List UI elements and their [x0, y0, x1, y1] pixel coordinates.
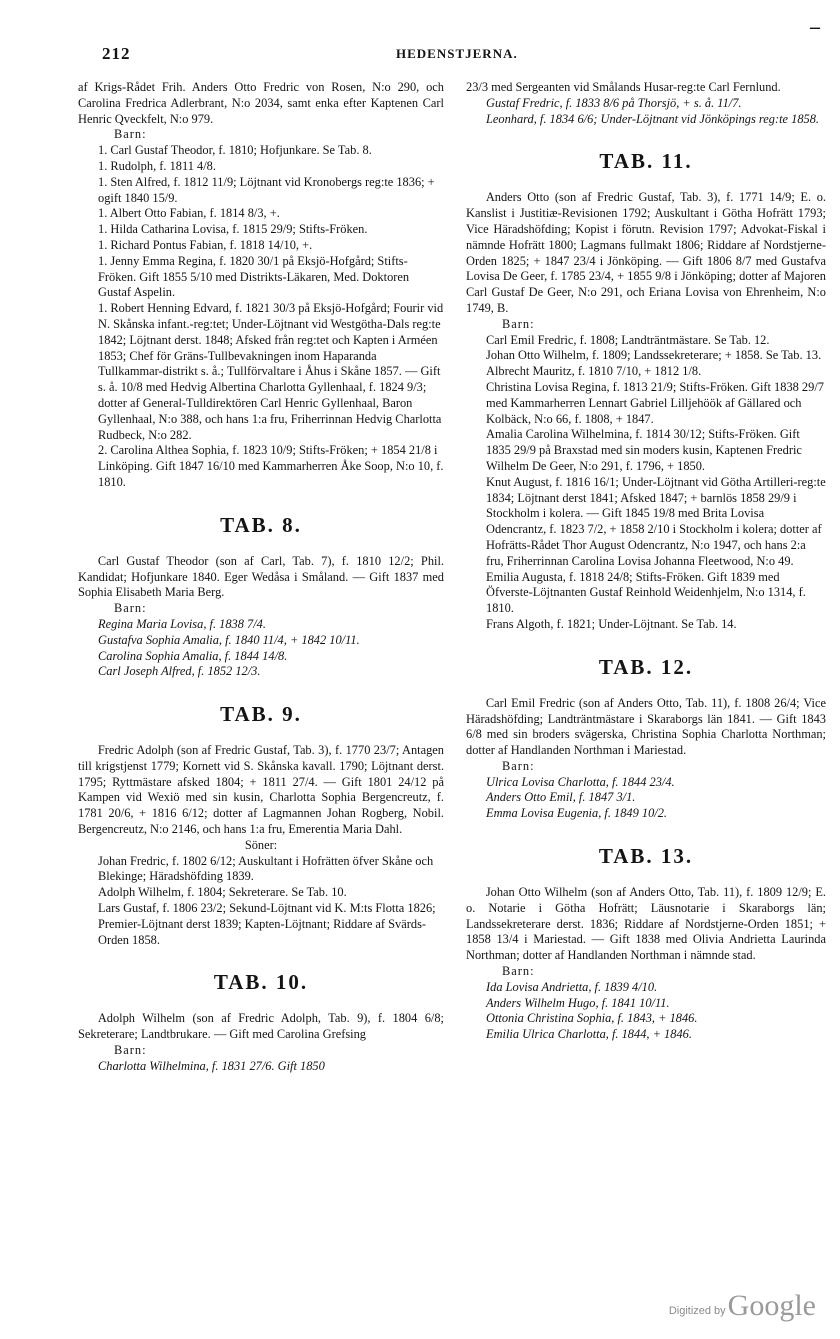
child-entry: 1. Jenny Emma Regina, f. 1820 30/1 på Eksjö-Hofgård; Stifts-Fröken. Gift 1855 5/10 med Distrikts-Läkaren, Med. Doktoren Gustaf Aspelin. [98, 253, 410, 300]
watermark-prefix: Digitized by [668, 1305, 726, 1317]
barn-label: Barn: [502, 758, 535, 773]
child-entry: Albrecht Mauritz, f. 1810 7/10, + 1812 1/8. [486, 364, 702, 379]
child-entry: Frans Algoth, f. 1821; Under-Löjtnant. Se Tab. 14. [486, 616, 737, 631]
google-logo: Google [727, 1289, 816, 1322]
child-entry: Ottonia Christina Sophia, f. 1843, + 1846. [486, 1011, 698, 1026]
child-entry: Ulrica Lovisa Charlotta, f. 1844 23/4. [486, 774, 675, 789]
child-entry: Leonhard, f. 1834 6/6; Under-Löjtnant vid Jönköpings reg:te 1858. [486, 111, 820, 126]
child-entry: Lars Gustaf, f. 1806 23/2; Sekund-Löjtnant vid K. M:ts Flotta 1826; Premier-Löjtnant derst 1839; Kapten-Löjtnant; Riddare af Svärds-Orden 1858. [98, 901, 436, 947]
child-entry: Carl Joseph Alfred, f. 1852 12/3. [98, 664, 261, 679]
barn-label: Barn: [114, 601, 147, 616]
child-entry: 1. Rudolph, f. 1811 4/8. [98, 158, 216, 173]
page-header [0, 16, 840, 64]
tab13-text: Johan Otto Wilhelm (son af Anders Otto, Tab. 11), f. 1809 12/9; E. o. Notarie i Götha Hofrätt; Läusnotarie i Skaraborgs län; Landssekreterare derst. 1836; Riddare af Nordstjerne-Orden 1851; + 1858 13/4 i Mariestad. — Gift 1838 med Olivia Andrietta Laurinda Northman; dotter af Handlanden Northman i nämnde stad. [466, 885, 826, 963]
child-entry: Johan Otto Wilhelm, f. 1809; Landssekreterare; + 1858. Se Tab. 13. [486, 348, 822, 363]
barn-label: Barn: [114, 127, 147, 142]
tab11-heading: TAB. 11. [599, 149, 693, 174]
barn-label: Barn: [502, 964, 535, 979]
child-entry: 1. Hilda Catharina Lovisa, f. 1815 29/9; Stifts-Fröken. [98, 222, 368, 237]
child-entry: Emilia Ulrica Charlotta, f. 1844, + 1846. [486, 1027, 692, 1042]
child-entry: Anders Wilhelm Hugo, f. 1841 10/11. [486, 995, 670, 1010]
tab9-heading: TAB. 9. [220, 702, 302, 727]
continuation-text: 23/3 med Sergeanten vid Smålands Husar-reg:te Carl Fernlund. [466, 80, 781, 94]
child-entry: Adolph Wilhelm, f. 1804; Sekreterare. Se Tab. 10. [98, 885, 347, 900]
corner-mark: – [810, 16, 820, 38]
barn-label: Barn: [502, 316, 535, 331]
child-entry: Christina Lovisa Regina, f. 1813 21/9; Stifts-Fröken. Gift 1838 29/7 med Kammarherren Lennart Gabriel Lilljehöök af Gällared och Kolbäck, N:o 66, f. 1808, + 1847. [486, 379, 824, 426]
child-entry: Amalia Carolina Wilhelmina, f. 1814 30/12; Stifts-Fröken. Gift 1835 29/9 på Braxstad med sin moders kusin, Kaptenen Fredric Wilhelm De Geer, N:o 291, f. 1796, + 1850. [486, 427, 802, 473]
child-entry: 1. Sten Alfred, f. 1812 11/9; Löjtnant vid Kronobergs reg:te 1836; + ogift 1840 15/9. [98, 174, 435, 205]
child-entry: Carolina Sophia Amalia, f. 1844 14/8. [98, 648, 288, 663]
child-entry: 1. Robert Henning Edvard, f. 1821 30/3 på Eksjö-Hofgård; Fourir vid N. Skånska infant.-reg:tet; Under-Löjtnant vid Westgötha-Dals reg:te 1842; Löjtnant derst. 1848; Afsked från reg:tet och Kapten i Arméen 1853; Chef för Gräns-Tullbevakningen inom Haparanda Tullkammar-distrikt s. å.; Tullförvaltare i Åhus i Skåne 1857. — Gift s. å. 10/8 med Hedvig Albertina Charlotta Gyllenhaal, f. 1824 9/3; dotter af General-Tulldirektören Carl Henric Gyllenhaal, Baron Gyllenhaal, N:o 388, och hans 1:a fru, Friherrinnan Hedvig Charlotta Rudbeck, N:o 282. [98, 301, 444, 442]
page-number: 212 [102, 44, 131, 63]
tab8-text: Carl Gustaf Theodor (son af Carl, Tab. 7), f. 1810 12/2; Phil. Kandidat; Hofjunkare 1840. Eger Wedåsa i Småland. — Gift 1837 med Sophia Elisabeth Maria Berg. [78, 553, 444, 600]
tab10-text: Adolph Wilhelm (son af Fredric Adolph, Tab. 9), f. 1804 6/8; Sekreterare; Landtbrukare. — Gift med Carolina Grefsing [78, 1011, 444, 1042]
tab7-children [78, 143, 444, 491]
child-entry: Charlotta Wilhelmina, f. 1831 27/6. Gift 1850 [98, 1058, 325, 1073]
child-entry: Ida Lovisa Andrietta, f. 1839 4/10. [486, 979, 658, 994]
right-column [466, 80, 826, 1043]
soner-label: Söner: [244, 837, 278, 852]
tab12-heading: TAB. 12. [598, 654, 694, 679]
child-entry: Anders Otto Emil, f. 1847 3/1. [486, 790, 636, 805]
tab10-heading: TAB. 10. [213, 970, 309, 995]
tab9-text: Fredric Adolph (son af Fredric Gustaf, Tab. 3), f. 1770 23/7; Antagen till krigstjenst 1779; Kornett vid S. Skånska kavall. 1790; Löjtnant derst. 1795; Ryttmästare afsked 1804; + 1811 27/4. — Gift 1801 24/12 på Kampen vid Wexiö med sin kusin, Charlotta Sophia Bergencreutz, f. 1781 20/6, + 1816 6/12; dotter af Lagmannen Johan Rogberg, Nobil. Bergencreutz, N:o 2146, och hans 1:a fru, Emerentia Maria Dahl. [78, 743, 444, 837]
child-entry: Johan Fredric, f. 1802 6/12; Auskultant i Hofrätten öfver Skåne och Blekinge; Häradshöfding 1839. [98, 853, 434, 884]
left-column [78, 80, 444, 1075]
child-entry: Emilia Augusta, f. 1818 24/8; Stifts-Fröken. Gift 1839 med Öfverste-Löjtnanten Gustaf Reinhold Weidenhjelm, N:o 1314, f. 1810. [486, 569, 806, 616]
digitized-watermark [669, 1289, 816, 1323]
tab12-text: Carl Emil Fredric (son af Anders Otto, Tab. 11), f. 1808 26/4; Vice Häradshöfding; Landträntmästare i Skaraborgs län 1841. — Gift 1843 6/8 med sin broders svägerska, Christina Sophia Charlotta Northman; dotter af Handlanden Northman i Mariestad. [466, 695, 826, 758]
child-entry: 2. Carolina Althea Sophia, f. 1823 10/9; Stifts-Fröken; + 1854 21/8 i Linköping. Gift 1847 16/10 med Kammarherren Åke Soop, N:o 10, f. 1810. [98, 443, 444, 489]
child-entry: Gustafva Sophia Amalia, f. 1840 11/4, + 1842 10/11. [98, 632, 360, 647]
continuation-text: af Krigs-Rådet Frih. Anders Otto Fredric von Rosen, N:o 290, och Carolina Fredrica Adlerbrant, N:o 2034, samt enka efter Kaptenen Carl Henric Qveckfelt, N:o 979. [78, 80, 444, 126]
barn-label: Barn: [114, 1043, 147, 1058]
tab8-heading: TAB. 8. [220, 512, 302, 537]
running-title: HEDENSTJERNA. [396, 46, 518, 61]
tab13-heading: TAB. 13. [598, 844, 694, 869]
child-entry: Emma Lovisa Eugenia, f. 1849 10/2. [486, 806, 668, 821]
child-entry: 1. Richard Pontus Fabian, f. 1818 14/10, +. [98, 237, 313, 252]
child-entry: 1. Carl Gustaf Theodor, f. 1810; Hofjunkare. Se Tab. 8. [98, 143, 372, 158]
child-entry: Carl Emil Fredric, f. 1808; Landträntmästare. Se Tab. 12. [486, 332, 770, 347]
tab11-text: Anders Otto (son af Fredric Gustaf, Tab. 3), f. 1771 14/9; E. o. Kanslist i Justitiæ-Revisionen 1792; Auskultant i Götha Hofrätt 1793; Vice Häradshöfding; Kopist i förutn. Revision 1797; Advokat-Fiskal i nämnde Hofrätt 1800; Lagmans fullmakt 1806; Riddare af Nordstjerne-Orden 1825; + 1847 23/4 i Jönköping. — Gift 1806 8/7 med Gustafva Lovisa De Geer, f. 1785 23/4, + 1855 9/8 i Jönköping; dotter af Majoren Carl Gustaf De Geer, N:o 291, och Eriana Lovisa von Ehrenheim, N:o 1749, B. [466, 190, 826, 315]
child-entry: 1. Albert Otto Fabian, f. 1814 8/3, +. [98, 206, 280, 221]
child-entry: Regina Maria Lovisa, f. 1838 7/4. [98, 616, 266, 631]
child-entry: Gustaf Fredric, f. 1833 8/6 på Thorsjö, + s. å. 11/7. [486, 95, 742, 110]
child-entry: Knut August, f. 1816 16/1; Under-Löjtnant vid Götha Artilleri-reg:te 1834; Löjtnant derst 1841; Afsked 1847; + barnlös 1858 29/9 i Stockholm i kolera. — Gift 1845 19/8 med Brita Lovisa Odencrantz, f. 1823 7/2, + 1858 2/10 i Stockholm i kolera; dotter af Hofrätts-Rådet Thor August Odencrantz, N:o 1947, och hans 2:a fru, Friherrinnan Carolina Lovisa Johanna Fleetwood, N:o 49. [486, 474, 826, 568]
